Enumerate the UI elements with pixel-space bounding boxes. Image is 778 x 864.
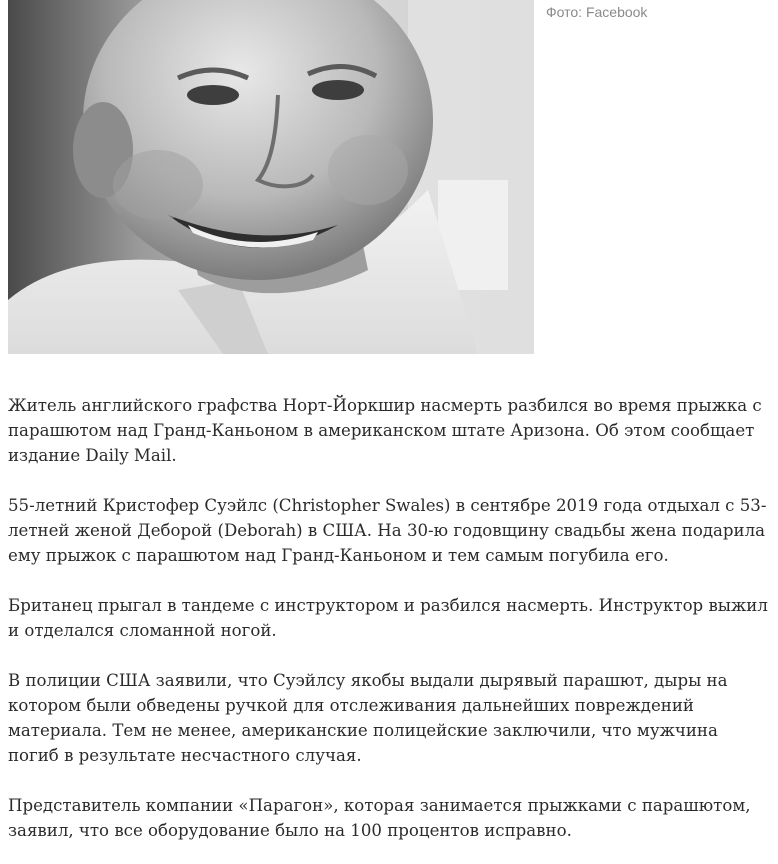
article-paragraph: Житель английского графства Норт-Йоркшир насмерть разбился во время прыжка с парашютом над Гранд-Каньоном в американском штате Аризона. Об этом сообщает издание Daily Mail. xyxy=(8,396,762,465)
article-paragraph: Представитель компании «Парагон», которая занимается прыжками с парашютом, заявил, что все оборудование было на 100 процентов исправно. xyxy=(8,796,751,840)
portrait-photo-icon xyxy=(8,0,534,354)
article-photo xyxy=(8,0,534,354)
article-paragraph: 55-летний Кристофер Суэйлс (Christopher Swales) в сентябре 2019 года отдыхал с 53-летней женой Деборой (Deborah) в США. На 30-ю годовщину свадьбы жена подарила ему прыжок с парашютом над Гранд-Каньоном и тем самым погубила его. xyxy=(8,496,767,565)
article-paragraph: В полиции США заявили, что Суэйлсу якобы выдали дырявый парашют, дыры на котором были обведены ручкой для отслеживания дальнейших повреждений материала. Тем не менее, американские полицейские заключили, что мужчина погиб в результате несчастного случая. xyxy=(8,671,728,765)
article-paragraph: Британец прыгал в тандеме с инструктором и разбился насмерть. Инструктор выжил и отделался сломанной ногой. xyxy=(8,596,768,640)
photo-credit: Фото: Facebook xyxy=(546,4,648,20)
article-body xyxy=(8,393,770,864)
